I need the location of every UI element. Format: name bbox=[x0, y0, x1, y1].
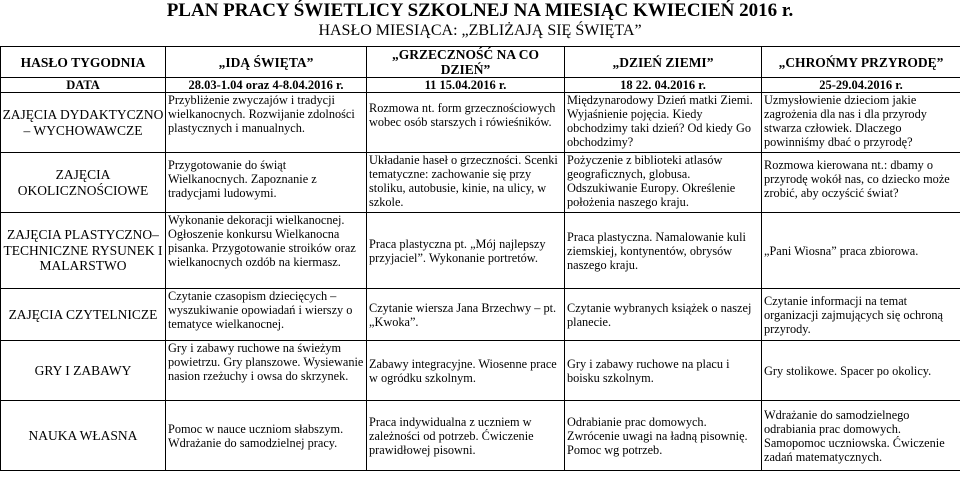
table-row bbox=[1, 289, 960, 341]
table-row bbox=[1, 401, 960, 471]
table-cell: Gry stolikowe. Spacer po okolicy. bbox=[762, 341, 960, 401]
table-row bbox=[1, 93, 960, 153]
table-cell: Czytanie czasopism dziecięcych – wyszukiwanie opowiadań i wierszy o tematyce wielkanocnej. bbox=[166, 289, 367, 341]
table-cell: Przygotowanie do świąt Wielkanocnych. Zapoznanie z tradycjami ludowymi. bbox=[166, 153, 367, 213]
row-category: GRY I ZABAWY bbox=[1, 341, 166, 401]
week-motto-3: „DZIEŃ ZIEMI” bbox=[565, 47, 762, 78]
date-week-4: 25-29.04.2016 r. bbox=[762, 78, 960, 93]
table-row bbox=[1, 153, 960, 213]
row-category: ZAJĘCIA PLASTYCZNO– TECHNICZNE RYSUNEK I MALARSTWO bbox=[1, 213, 166, 289]
row-category: ZAJĘCIA CZYTELNICZE bbox=[1, 289, 166, 341]
table-cell: Czytanie wybranych książek o naszej planecie. bbox=[565, 289, 762, 341]
row-category: ZAJĘCIA OKOLICZNOŚCIOWE bbox=[1, 153, 166, 213]
table-cell: Gry i zabawy ruchowe na placu i boisku szkolnym. bbox=[565, 341, 762, 401]
table-cell: Rozmowa nt. form grzecznościowych wobec osób starszych i rówieśników. bbox=[367, 93, 565, 153]
week-motto-2: „GRZECZNOŚĆ NA CO DZIEŃ” bbox=[367, 47, 565, 78]
row-category: NAUKA WŁASNA bbox=[1, 401, 166, 471]
table-cell: Wdrażanie do samodzielnego odrabiania prac domowych. Samopomoc uczniowska. Ćwiczenie zadań matematycznych. bbox=[762, 401, 960, 471]
table-cell: Czytanie informacji na temat organizacji zajmujących się ochroną przyrody. bbox=[762, 289, 960, 341]
table-cell: Odrabianie prac domowych. Zwrócenie uwagi na ładną pisownię. Pomoc wg potrzeb. bbox=[565, 401, 762, 471]
month-motto: HASŁO MIESIĄCA: „ZBLIŻAJĄ SIĘ ŚWIĘTA” bbox=[318, 22, 642, 39]
table-cell: Wykonanie dekoracji wielkanocnej. Ogłoszenie konkursu Wielkanocna pisanka. Przygotowanie stroików oraz wielkanocnych ozdób na kiermasz. bbox=[166, 213, 367, 289]
table-row bbox=[1, 341, 960, 401]
table-cell: Praca plastyczna. Namalowanie kuli ziemskiej, kontynentów, obrysów naszego kraju. bbox=[565, 213, 762, 289]
date-row bbox=[1, 78, 960, 93]
table-cell: Pomoc w nauce uczniom słabszym. Wdrażanie do samodzielnej pracy. bbox=[166, 401, 367, 471]
table-cell: Układanie haseł o grzeczności. Scenki tematyczne: zachowanie się przy stoliku, autobusie, kinie, na ulicy, w szkole. bbox=[367, 153, 565, 213]
table-cell: Pożyczenie z biblioteki atlasów geograficznych, globusa. Odszukiwanie Europy. Określenie położenia naszego kraju. bbox=[565, 153, 762, 213]
table-cell: Międzynarodowy Dzień matki Ziemi. Wyjaśnienie pojęcia. Kiedy obchodzimy taki dzień? Od kiedy Go obchodzimy? bbox=[565, 93, 762, 153]
date-week-1: 28.03-1.04 oraz 4-8.04.2016 r. bbox=[166, 78, 367, 93]
plan-table bbox=[0, 46, 960, 471]
table-row bbox=[1, 213, 960, 289]
date-label: DATA bbox=[1, 78, 166, 93]
table-cell: Praca indywidualna z uczniem w zależności od potrzeb. Ćwiczenie prawidłowej pisowni. bbox=[367, 401, 565, 471]
table-cell: Czytanie wiersza Jana Brzechwy – pt.„Kwoka”. bbox=[367, 289, 565, 341]
table-cell: Przybliżenie zwyczajów i tradycji wielkanocnych. Rozwijanie zdolności plastycznych i manualnych. bbox=[166, 93, 367, 153]
table-cell: Gry i zabawy ruchowe na świeżym powietrzu. Gry planszowe. Wysiewanie nasion rzeżuchy i owsa do skrzynek. bbox=[166, 341, 367, 401]
date-week-3: 18 22. 04.2016 r. bbox=[565, 78, 762, 93]
week-motto-4: „CHROŃMY PRZYRODĘ” bbox=[762, 47, 960, 78]
week-motto-row bbox=[1, 47, 960, 78]
week-motto-label: HASŁO TYGODNIA bbox=[1, 47, 166, 78]
row-category: ZAJĘCIA DYDAKTYCZNO – WYCHOWAWCZE bbox=[1, 93, 166, 153]
table-cell: Rozmowa kierowana nt.: dbamy o przyrodę wokół nas, co dziecko może zrobić, aby oczyścić świat? bbox=[762, 153, 960, 213]
date-week-2: 11 15.04.2016 r. bbox=[367, 78, 565, 93]
page-title: PLAN PRACY ŚWIETLICY SZKOLNEJ NA MIESIĄC KWIECIEŃ 2016 r. bbox=[166, 0, 794, 21]
table-cell: Zabawy integracyjne. Wiosenne prace w ogródku szkolnym. bbox=[367, 341, 565, 401]
table-cell: Uzmysłowienie dzieciom jakie zagrożenia dla nas i dla przyrody stwarza człowiek. Dlaczego powinniśmy dbać o przyrodę? bbox=[762, 93, 960, 153]
table-cell: Praca plastyczna pt. „Mój najlepszy przyjaciel”. Wykonanie portretów. bbox=[367, 213, 565, 289]
table-cell: „Pani Wiosna” praca zbiorowa. bbox=[762, 213, 960, 289]
week-motto-1: „IDĄ ŚWIĘTA” bbox=[166, 47, 367, 78]
